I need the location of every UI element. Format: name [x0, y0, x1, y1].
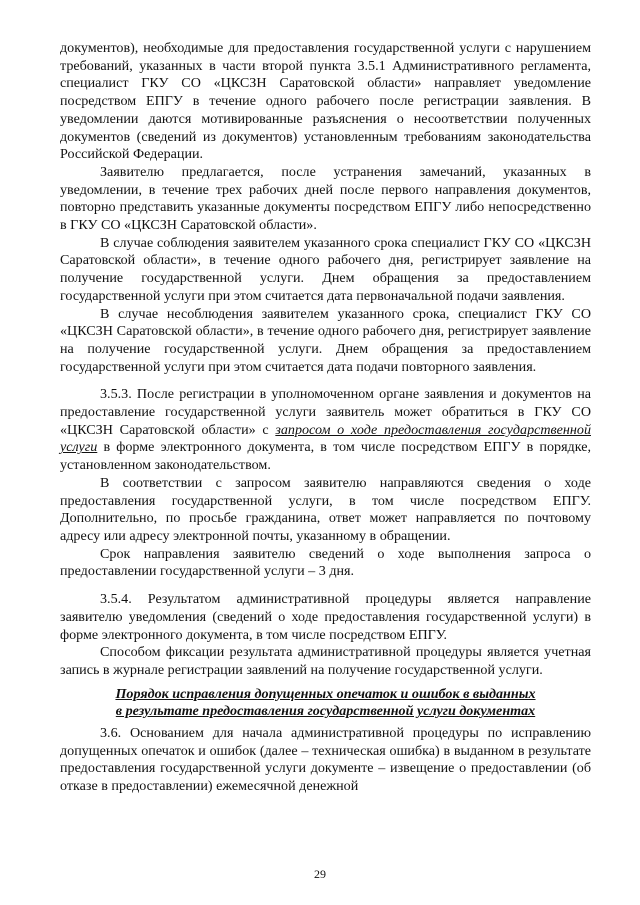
- paragraph: В соответствии с запросом заявителю направляются сведения о ходе предоставления государственной услуги, в том числе посредством ЕПГУ. Дополнительно, по просьбе гражданина, ответ может направляется по почтовому адресу или адресу электронной почты, указанному в обращении.: [60, 474, 591, 544]
- section-heading: [60, 686, 591, 721]
- paragraph: Срок направления заявителю сведений о ходе выполнения запроса о предоставлении государственной услуги – 3 дня.: [60, 545, 591, 580]
- paragraph: документов), необходимые для предоставления государственной услуги с нарушением требований, указанных в части второй пункта 3.5.1 Административного регламента, специалист ГКУ СО «ЦКСЗН Саратовской области» направляет уведомление посредством ЕПГУ в течение одного рабочего после регистрации заявления. В уведомлении даются мотивированные разъяснения о несоответствии полученных документов (сведений из документов) установленным требованиям законодательства Российской Федерации.: [60, 40, 591, 163]
- paragraph: В случае соблюдения заявителем указанного срока специалист ГКУ СО «ЦКСЗН Саратовской области», в течение одного рабочего дня, регистрирует заявление на получение государственной услуги. Днем обращения за предоставлением государственной услуги при этом считается дата первоначальной подачи заявления.: [60, 234, 591, 304]
- paragraph: [60, 386, 591, 475]
- paragraph-text: 3.5.3. После регистрации в уполномоченном органе заявления и документов на предоставление государственной услуги заявитель может обратиться в ГКУ СО «ЦКСЗН Саратовской области» с: [60, 386, 591, 438]
- paragraph: В случае несоблюдения заявителем указанного срока, специалист ГКУ СО «ЦКСЗН Саратовской области», в течение одного рабочего дня, регистрирует заявление на получение государственной услуги. Днем обращения за предоставлением государственной услуги при этом считается дата подачи повторного заявления.: [60, 305, 591, 375]
- section-heading-line: в результате предоставления государственной услуги документах: [115, 703, 536, 720]
- paragraph: 3.6. Основанием для начала административной процедуры по исправлению допущенных опечаток и ошибок (далее – техническая ошибка) в выданном в результате предоставления государственной услуги документе – извещение о предоставлении (об отказе в предоставлении) ежемесячной денежной: [60, 725, 591, 795]
- paragraph-text: в форме электронного документа, в том числе посредством ЕПГУ в порядке, установленном законодательством.: [60, 439, 591, 474]
- paragraph: Заявителю предлагается, после устранения замечаний, указанных в уведомлении, в течение трех рабочих дней после первого направления документов, повторно представить указанные документы посредством ЕПГУ либо непосредственно в ГКУ СО «ЦКСЗН Саратовской области».: [60, 163, 591, 234]
- page-number: 29: [314, 867, 326, 881]
- emphasized-term: запросом о ходе предоставления государственной услуги: [60, 421, 591, 456]
- paragraph: 3.5.4. Результатом административной процедуры является направление заявителю уведомления (сведений о ходе предоставления государственной услуги) в форме электронного документа, в том числе посредством ЕПГУ.: [60, 591, 591, 643]
- section-heading-line: Порядок исправления допущенных опечаток и ошибок в выданных: [115, 685, 536, 702]
- paragraph: Способом фиксации результата административной процедуры является учетная запись в журнале регистрации заявлений на получение государственной услуги.: [60, 644, 591, 678]
